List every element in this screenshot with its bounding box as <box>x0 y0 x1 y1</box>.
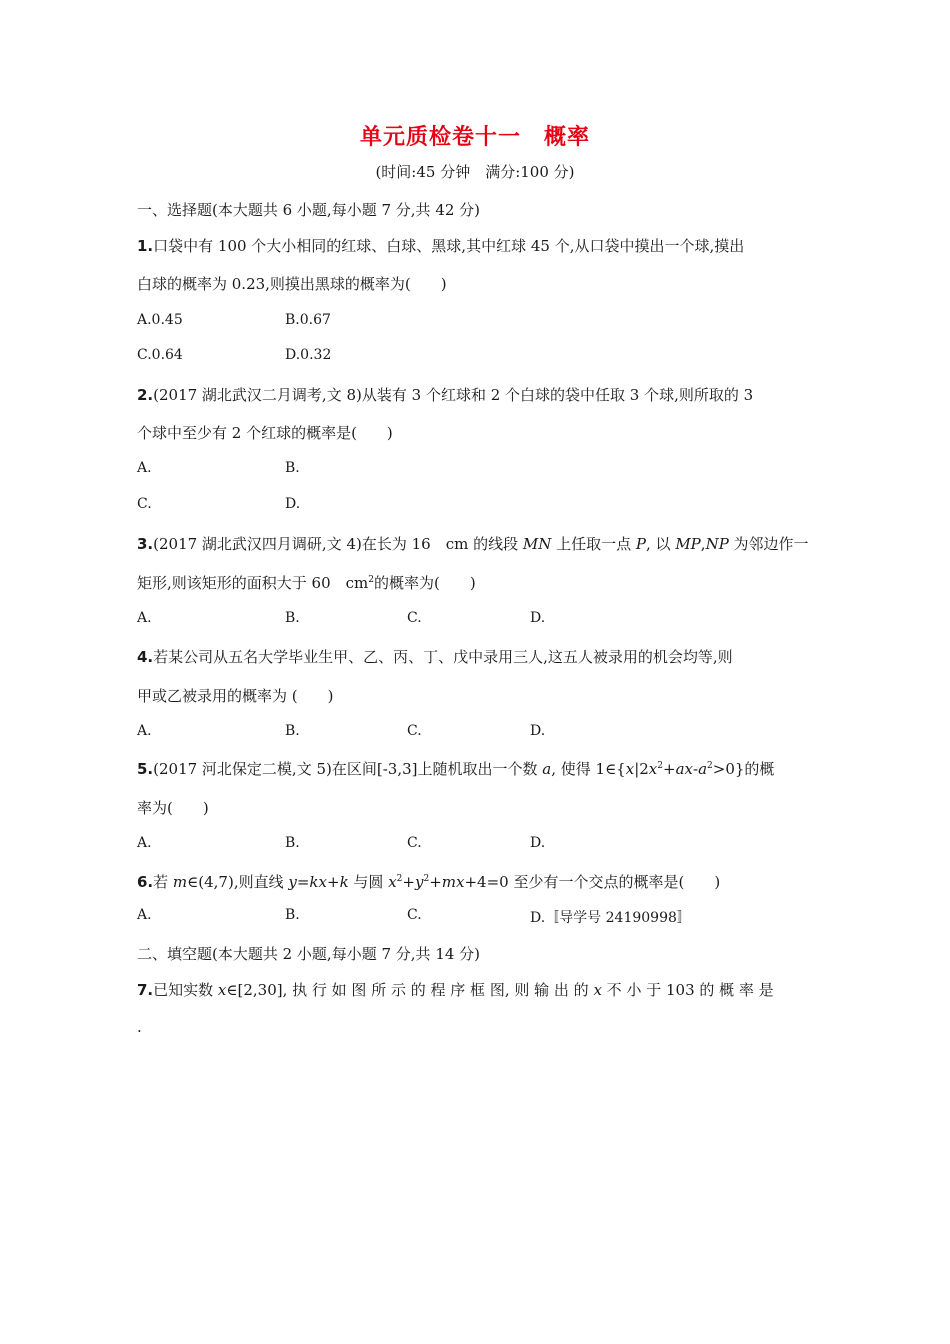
question-7-line-2: . <box>137 1018 142 1036</box>
question-2-number: 2. <box>137 386 154 404</box>
question-2-option-a[interactable]: A. <box>137 460 152 476</box>
question-4-line-2: 甲或乙被录用的概率为 ( ) <box>137 687 334 705</box>
question-6-option-b[interactable]: B. <box>285 907 300 923</box>
question-2-option-b[interactable]: B. <box>285 460 300 476</box>
section-choice-heading: 一、选择题(本大题共 6 小题,每小题 7 分,共 42 分) <box>137 201 481 219</box>
question-6-option-d[interactable]: D.〚导学号 24190998〛 <box>530 910 691 926</box>
question-6-line-1: 6.若 m∈(4,7),则直线 y=kx+k 与圆 $x^2+y^2+mx+4=0$ 至少有一个交点的概率是( ) <box>137 873 721 891</box>
question-4-number: 4. <box>137 648 154 666</box>
question-4-option-d[interactable]: D. <box>530 723 546 739</box>
question-1-line-2: 白球的概率为 0.23,则摸出黑球的概率为( ) <box>137 275 447 293</box>
question-2-line-2: 个球中至少有 2 个红球的概率是( ) <box>137 424 393 442</box>
question-4-line-1: 4.若某公司从五名大学毕业生甲、乙、丙、丁、戊中录用三人,这五人被录用的机会均等,则 <box>137 648 733 666</box>
question-2-option-d[interactable]: D. <box>285 496 301 512</box>
section-fill-heading: 二、填空题(本大题共 2 小题,每小题 7 分,共 14 分) <box>137 945 481 963</box>
question-1-option-b[interactable]: B.0.67 <box>285 312 331 328</box>
question-7-line-1: 7.已知实数 x∈[2,30], 执 行 如 图 所 示 的 程 序 框 图, 则 输 出 的 x 不 小 于 103 的 概 率 是 <box>137 981 774 999</box>
page-title: 单元质检卷十一 概率 <box>359 125 590 150</box>
question-1-number: 1. <box>137 237 154 255</box>
question-3-number: 3. <box>137 535 154 553</box>
question-4-option-c[interactable]: C. <box>407 723 422 739</box>
question-5-line-1: 5.(2017 河北保定二模,文 5)在区间[-3,3]上随机取出一个数 a, 使得 $1\in\{x|2x^2+ax-a^2>0\}$的概 <box>137 760 775 778</box>
question-5-option-d[interactable]: D. <box>530 835 546 851</box>
question-3-option-d[interactable]: D. <box>530 610 546 626</box>
question-2-line-1: 2.(2017 湖北武汉二月调考,文 8)从装有 3 个红球和 2 个白球的袋中任取 3 个球,则所取的 3 <box>137 386 754 404</box>
question-4-option-b[interactable]: B. <box>285 723 300 739</box>
question-5-option-c[interactable]: C. <box>407 835 422 851</box>
question-2-option-c[interactable]: C. <box>137 496 152 512</box>
question-6-number: 6. <box>137 873 154 891</box>
question-3-line-1: 3.(2017 湖北武汉四月调研,文 4)在长为 16 cm 的线段 MN 上任取一点 P, 以 MP,NP 为邻边作一 <box>137 535 809 553</box>
question-4-option-a[interactable]: A. <box>137 723 152 739</box>
question-1-option-d[interactable]: D.0.32 <box>285 347 332 363</box>
question-1-option-a[interactable]: A.0.45 <box>137 312 183 328</box>
question-1-option-c[interactable]: C.0.64 <box>137 347 183 363</box>
question-6-option-c[interactable]: C. <box>407 907 422 923</box>
page-subtitle: (时间:45 分钟 满分:100 分) <box>375 163 575 181</box>
question-5-option-a[interactable]: A. <box>137 835 152 851</box>
question-5-number: 5. <box>137 760 154 778</box>
question-3-option-c[interactable]: C. <box>407 610 422 626</box>
question-3-option-b[interactable]: B. <box>285 610 300 626</box>
question-6-option-a[interactable]: A. <box>137 907 152 923</box>
question-7-number: 7. <box>137 981 154 999</box>
question-1-line-1: 1.口袋中有 100 个大小相同的红球、白球、黑球,其中红球 45 个,从口袋中摸出一个球,摸出 <box>137 237 745 255</box>
question-3-line-2: 矩形,则该矩形的面积大于 60 $cm^2$的概率为( ) <box>137 574 476 592</box>
question-3-option-a[interactable]: A. <box>137 610 152 626</box>
question-5-line-2: 率为( ) <box>137 799 209 817</box>
question-5-option-b[interactable]: B. <box>285 835 300 851</box>
